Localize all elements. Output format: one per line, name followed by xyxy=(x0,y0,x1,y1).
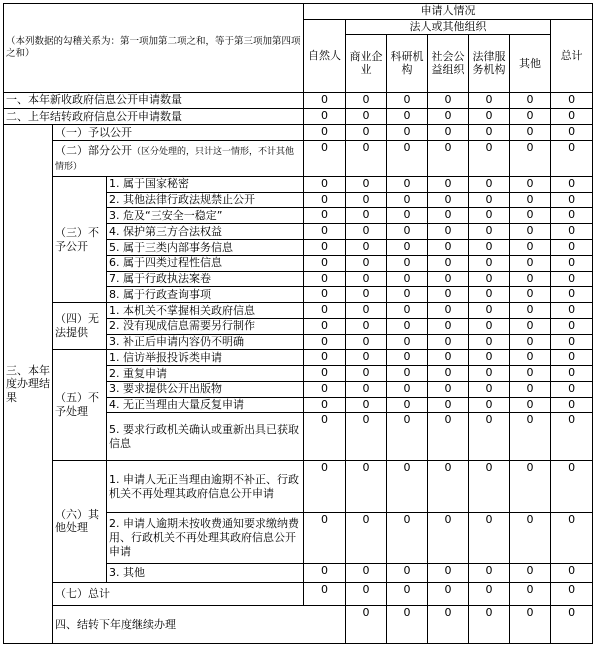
value-cell: 0 xyxy=(346,350,387,366)
row-label: 一、本年新收政府信息公开申请数量 xyxy=(4,92,304,108)
value-cell: 0 xyxy=(304,350,346,366)
value-cell: 0 xyxy=(510,397,551,413)
value-cell: 0 xyxy=(469,582,510,605)
value-cell: 0 xyxy=(469,192,510,208)
value-cell: 0 xyxy=(469,350,510,366)
value-cell: 0 xyxy=(428,255,469,271)
value-cell: 0 xyxy=(428,513,469,563)
value-cell: 0 xyxy=(346,141,387,177)
value-cell: 0 xyxy=(346,192,387,208)
value-cell: 0 xyxy=(304,208,346,224)
row-label: 1. 属于国家秘密 xyxy=(107,176,304,192)
value-cell: 0 xyxy=(346,318,387,334)
value-cell: 0 xyxy=(304,125,346,141)
value-cell: 0 xyxy=(428,381,469,397)
row-label: 1. 本机关不掌握相关政府信息 xyxy=(107,303,304,319)
value-cell: 0 xyxy=(469,208,510,224)
value-cell: 0 xyxy=(428,224,469,240)
value-cell: 0 xyxy=(551,108,593,125)
value-cell: 0 xyxy=(510,303,551,319)
value-cell: 0 xyxy=(510,287,551,303)
value-cell: 0 xyxy=(469,460,510,513)
value-cell: 0 xyxy=(304,563,346,582)
value-cell: 0 xyxy=(469,318,510,334)
table-row xyxy=(4,460,593,513)
value-cell: 0 xyxy=(387,605,428,643)
value-cell: 0 xyxy=(346,255,387,271)
value-cell: 0 xyxy=(428,334,469,350)
table-row xyxy=(4,141,593,177)
row-label: （一）予以公开 xyxy=(53,125,304,141)
table-row xyxy=(4,303,593,319)
value-cell: 0 xyxy=(346,413,387,460)
value-cell: 0 xyxy=(510,108,551,125)
value-cell: 0 xyxy=(387,334,428,350)
value-cell: 0 xyxy=(551,208,593,224)
value-cell: 0 xyxy=(428,287,469,303)
value-cell: 0 xyxy=(346,125,387,141)
value-cell: 0 xyxy=(387,563,428,582)
value-cell: 0 xyxy=(510,381,551,397)
value-cell: 0 xyxy=(387,141,428,177)
value-cell: 0 xyxy=(469,303,510,319)
value-cell: 0 xyxy=(304,513,346,563)
value-cell: 0 xyxy=(304,192,346,208)
value-cell: 0 xyxy=(428,192,469,208)
group-label-unable-to-provide: （四）无法提供 xyxy=(53,303,107,350)
value-cell: 0 xyxy=(304,287,346,303)
value-cell: 0 xyxy=(346,240,387,256)
value-cell: 0 xyxy=(469,397,510,413)
value-cell: 0 xyxy=(510,318,551,334)
row-label: 2. 没有现成信息需要另行制作 xyxy=(107,318,304,334)
value-cell: 0 xyxy=(551,513,593,563)
value-cell: 0 xyxy=(428,366,469,382)
value-cell: 0 xyxy=(510,563,551,582)
header-note: （本列数据的勾稽关系为：第一项加第二项之和，等于第三项加第四项之和） xyxy=(4,4,304,93)
value-cell: 0 xyxy=(469,563,510,582)
value-cell: 0 xyxy=(387,303,428,319)
value-cell: 0 xyxy=(551,176,593,192)
value-cell: 0 xyxy=(387,240,428,256)
value-cell: 0 xyxy=(346,208,387,224)
value-cell: 0 xyxy=(469,92,510,108)
row-label: 二、上年结转政府信息公开申请数量 xyxy=(4,108,304,125)
row-label: 4. 无正当理由大量反复申请 xyxy=(107,397,304,413)
value-cell: 0 xyxy=(428,582,469,605)
header-social: 社会公益组织 xyxy=(428,35,469,93)
value-cell: 0 xyxy=(428,460,469,513)
group-label-not-processed: （五）不予处理 xyxy=(53,350,107,460)
row-label: （七）总计 xyxy=(53,582,304,605)
value-cell: 0 xyxy=(551,605,593,643)
value-cell: 0 xyxy=(551,563,593,582)
value-cell: 0 xyxy=(510,271,551,287)
value-cell: 0 xyxy=(510,255,551,271)
value-cell: 0 xyxy=(510,582,551,605)
value-cell: 0 xyxy=(428,92,469,108)
table-row xyxy=(4,350,593,366)
value-cell: 0 xyxy=(510,125,551,141)
value-cell: 0 xyxy=(428,605,469,643)
value-cell: 0 xyxy=(469,141,510,177)
row-label: 3. 要求提供公开出版物 xyxy=(107,381,304,397)
value-cell: 0 xyxy=(304,318,346,334)
header-applicant: 申请人情况 xyxy=(304,4,593,20)
value-cell: 0 xyxy=(469,381,510,397)
table-row xyxy=(4,176,593,192)
value-cell: 0 xyxy=(428,176,469,192)
value-cell: 0 xyxy=(469,108,510,125)
value-cell: 0 xyxy=(469,176,510,192)
row-label: 8. 属于行政查询事项 xyxy=(107,287,304,303)
value-cell: 0 xyxy=(346,582,387,605)
value-cell: 0 xyxy=(428,141,469,177)
value-cell: 0 xyxy=(304,224,346,240)
value-cell: 0 xyxy=(428,240,469,256)
value-cell: 0 xyxy=(551,413,593,460)
value-cell: 0 xyxy=(428,397,469,413)
value-cell: 0 xyxy=(469,224,510,240)
value-cell: 0 xyxy=(387,318,428,334)
value-cell: 0 xyxy=(387,460,428,513)
value-cell: 0 xyxy=(304,582,346,605)
header-research: 科研机构 xyxy=(387,35,428,93)
value-cell: 0 xyxy=(510,605,551,643)
row-label: 3. 补正后申请内容仍不明确 xyxy=(107,334,304,350)
value-cell: 0 xyxy=(304,460,346,513)
value-cell: 0 xyxy=(469,125,510,141)
value-cell: 0 xyxy=(510,141,551,177)
value-cell: 0 xyxy=(469,255,510,271)
row-label: 1. 信访举报投诉类申请 xyxy=(107,350,304,366)
value-cell: 0 xyxy=(387,108,428,125)
value-cell: 0 xyxy=(304,240,346,256)
value-cell: 0 xyxy=(346,271,387,287)
value-cell: 0 xyxy=(346,605,387,643)
value-cell: 0 xyxy=(304,334,346,350)
value-cell: 0 xyxy=(304,366,346,382)
value-cell: 0 xyxy=(551,224,593,240)
value-cell: 0 xyxy=(510,208,551,224)
header-natural: 自然人 xyxy=(304,19,346,92)
value-cell: 0 xyxy=(346,108,387,125)
value-cell: 0 xyxy=(346,334,387,350)
value-cell: 0 xyxy=(551,255,593,271)
header-legal-group: 法人或其他组织 xyxy=(346,19,551,35)
value-cell: 0 xyxy=(551,582,593,605)
value-cell: 0 xyxy=(346,381,387,397)
value-cell: 0 xyxy=(551,397,593,413)
value-cell: 0 xyxy=(551,350,593,366)
value-cell: 0 xyxy=(387,582,428,605)
row-label: 4. 保护第三方合法权益 xyxy=(107,224,304,240)
row-label: 四、结转下年度继续办理 xyxy=(53,605,346,643)
value-cell: 0 xyxy=(387,381,428,397)
section-three-label: 三、本年度办理结果 xyxy=(4,125,53,644)
value-cell: 0 xyxy=(428,271,469,287)
value-cell: 0 xyxy=(428,208,469,224)
value-cell: 0 xyxy=(551,334,593,350)
value-cell: 0 xyxy=(510,224,551,240)
value-cell: 0 xyxy=(346,176,387,192)
table-row xyxy=(4,582,593,605)
row-label: 5. 要求行政机关确认或重新出具已获取信息 xyxy=(107,413,304,460)
value-cell: 0 xyxy=(551,125,593,141)
partial-open-note: （区分处理的，只计这一情形，不计其他情形） xyxy=(55,147,295,172)
table-row xyxy=(4,108,593,125)
value-cell: 0 xyxy=(387,224,428,240)
partial-open-label: （二）部分公开 xyxy=(55,144,132,158)
row-label: 7. 属于行政执法案卷 xyxy=(107,271,304,287)
value-cell: 0 xyxy=(551,460,593,513)
value-cell: 0 xyxy=(304,255,346,271)
value-cell: 0 xyxy=(510,176,551,192)
value-cell: 0 xyxy=(551,381,593,397)
value-cell: 0 xyxy=(469,413,510,460)
value-cell: 0 xyxy=(304,397,346,413)
row-label: 1. 申请人无正当理由逾期不补正、行政机关不再处理其政府信息公开申请 xyxy=(107,460,304,513)
group-label-other-processing: （六）其他处理 xyxy=(53,460,107,582)
group-label-no-disclosure: （三）不予公开 xyxy=(53,176,107,302)
value-cell: 0 xyxy=(428,413,469,460)
value-cell: 0 xyxy=(428,563,469,582)
value-cell: 0 xyxy=(551,287,593,303)
value-cell: 0 xyxy=(387,413,428,460)
value-cell: 0 xyxy=(469,366,510,382)
value-cell: 0 xyxy=(387,271,428,287)
value-cell: 0 xyxy=(551,92,593,108)
value-cell: 0 xyxy=(387,255,428,271)
value-cell: 0 xyxy=(304,141,346,177)
value-cell: 0 xyxy=(387,176,428,192)
value-cell: 0 xyxy=(510,240,551,256)
row-label: 2. 重复申请 xyxy=(107,366,304,382)
value-cell: 0 xyxy=(510,413,551,460)
value-cell: 0 xyxy=(469,287,510,303)
table-row xyxy=(4,605,593,643)
value-cell: 0 xyxy=(387,192,428,208)
value-cell: 0 xyxy=(387,350,428,366)
value-cell: 0 xyxy=(428,350,469,366)
value-cell: 0 xyxy=(510,350,551,366)
gov-info-disclosure-table xyxy=(3,3,593,644)
value-cell: 0 xyxy=(510,334,551,350)
value-cell: 0 xyxy=(387,287,428,303)
value-cell: 0 xyxy=(387,397,428,413)
value-cell: 0 xyxy=(346,513,387,563)
value-cell: 0 xyxy=(551,271,593,287)
value-cell: 0 xyxy=(510,513,551,563)
value-cell: 0 xyxy=(551,192,593,208)
value-cell: 0 xyxy=(304,413,346,460)
value-cell: 0 xyxy=(304,92,346,108)
value-cell: 0 xyxy=(428,303,469,319)
value-cell: 0 xyxy=(551,318,593,334)
value-cell: 0 xyxy=(469,240,510,256)
value-cell: 0 xyxy=(510,192,551,208)
row-label: 3. 其他 xyxy=(107,563,304,582)
row-label: 2. 其他法律行政法规禁止公开 xyxy=(107,192,304,208)
row-label: 3. 危及“三安全一稳定” xyxy=(107,208,304,224)
value-cell: 0 xyxy=(469,513,510,563)
value-cell: 0 xyxy=(428,318,469,334)
value-cell: 0 xyxy=(387,366,428,382)
value-cell: 0 xyxy=(510,460,551,513)
table-row xyxy=(4,92,593,108)
header-other: 其他 xyxy=(510,35,551,93)
value-cell: 0 xyxy=(510,366,551,382)
row-label xyxy=(53,141,304,177)
value-cell: 0 xyxy=(304,108,346,125)
row-label: 5. 属于三类内部事务信息 xyxy=(107,240,304,256)
value-cell: 0 xyxy=(387,125,428,141)
value-cell: 0 xyxy=(469,605,510,643)
value-cell: 0 xyxy=(428,125,469,141)
header-total: 总计 xyxy=(551,19,593,92)
value-cell: 0 xyxy=(346,563,387,582)
value-cell: 0 xyxy=(346,287,387,303)
value-cell: 0 xyxy=(346,224,387,240)
value-cell: 0 xyxy=(469,334,510,350)
header-commercial: 商业企业 xyxy=(346,35,387,93)
value-cell: 0 xyxy=(346,303,387,319)
value-cell: 0 xyxy=(387,513,428,563)
value-cell: 0 xyxy=(304,176,346,192)
value-cell: 0 xyxy=(551,240,593,256)
header-legal-service: 法律服务机构 xyxy=(469,35,510,93)
value-cell: 0 xyxy=(346,366,387,382)
value-cell: 0 xyxy=(387,208,428,224)
value-cell: 0 xyxy=(346,92,387,108)
value-cell: 0 xyxy=(551,366,593,382)
row-label: 6. 属于四类过程性信息 xyxy=(107,255,304,271)
value-cell: 0 xyxy=(346,397,387,413)
value-cell: 0 xyxy=(304,303,346,319)
value-cell: 0 xyxy=(551,141,593,177)
value-cell: 0 xyxy=(387,92,428,108)
value-cell: 0 xyxy=(304,381,346,397)
value-cell: 0 xyxy=(551,303,593,319)
row-label: 2. 申请人逾期未按收费通知要求缴纳费用、行政机关不再处理其政府信息公开申请 xyxy=(107,513,304,563)
value-cell: 0 xyxy=(469,271,510,287)
value-cell: 0 xyxy=(346,460,387,513)
value-cell: 0 xyxy=(510,92,551,108)
value-cell: 0 xyxy=(428,108,469,125)
value-cell: 0 xyxy=(304,271,346,287)
table-row xyxy=(4,125,593,141)
